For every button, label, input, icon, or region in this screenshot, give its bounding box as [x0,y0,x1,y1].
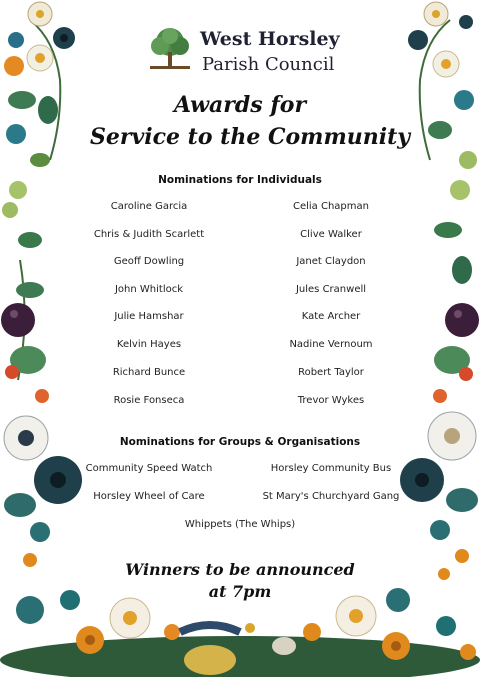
award-title-line1: Awards for [173,92,307,118]
group-nominee: Whippets (The Whips) [184,519,296,530]
group-nominee: Horsley Community Bus [270,463,392,474]
council-header [140,24,350,80]
individual-nominee: Kate Archer [301,311,361,322]
group-nominee: Community Speed Watch [85,463,213,474]
announcement-line1: Winners to be announced [125,560,355,579]
left-edge-flowers [1,260,82,567]
individual-nominee: Chris & Judith Scarlett [93,229,205,240]
tree-logo-icon [146,26,194,72]
group-nominee: St Mary's Churchyard Gang [262,491,400,502]
council-name-line2: Parish Council [202,54,335,75]
individual-nominee: John Whitlock [114,284,184,295]
individual-nominee: Rosie Fonseca [113,395,185,406]
individual-nominee: Janet Claydon [296,256,366,267]
individual-nominee: Celia Chapman [292,201,369,212]
individual-nominee: Caroline Garcia [110,201,188,212]
announcement-line2: at 7pm [208,582,272,601]
individual-nominee: Clive Walker [300,229,362,240]
individual-nominee: Richard Bunce [112,367,186,378]
individual-nominee: Geoff Dowling [113,256,185,267]
individual-nominee: Kelvin Hayes [116,339,182,350]
individual-nominee: Nadine Vernoum [289,339,373,350]
group-nominee: Horsley Wheel of Care [93,491,205,502]
individuals-heading: Nominations for Individuals [158,174,322,186]
council-name-line1: West Horsley [200,28,340,50]
award-title-line2: Service to the Community [90,124,411,150]
top-right-flowers [408,2,477,284]
bottom-flowers [0,588,480,677]
individual-nominee: Robert Taylor [298,367,364,378]
individual-nominee: Julie Hamshar [114,311,184,322]
individual-nominee: Jules Cranwell [295,284,367,295]
groups-heading: Nominations for Groups & Organisations [119,436,361,448]
individual-nominee: Trevor Wykes [297,395,365,406]
